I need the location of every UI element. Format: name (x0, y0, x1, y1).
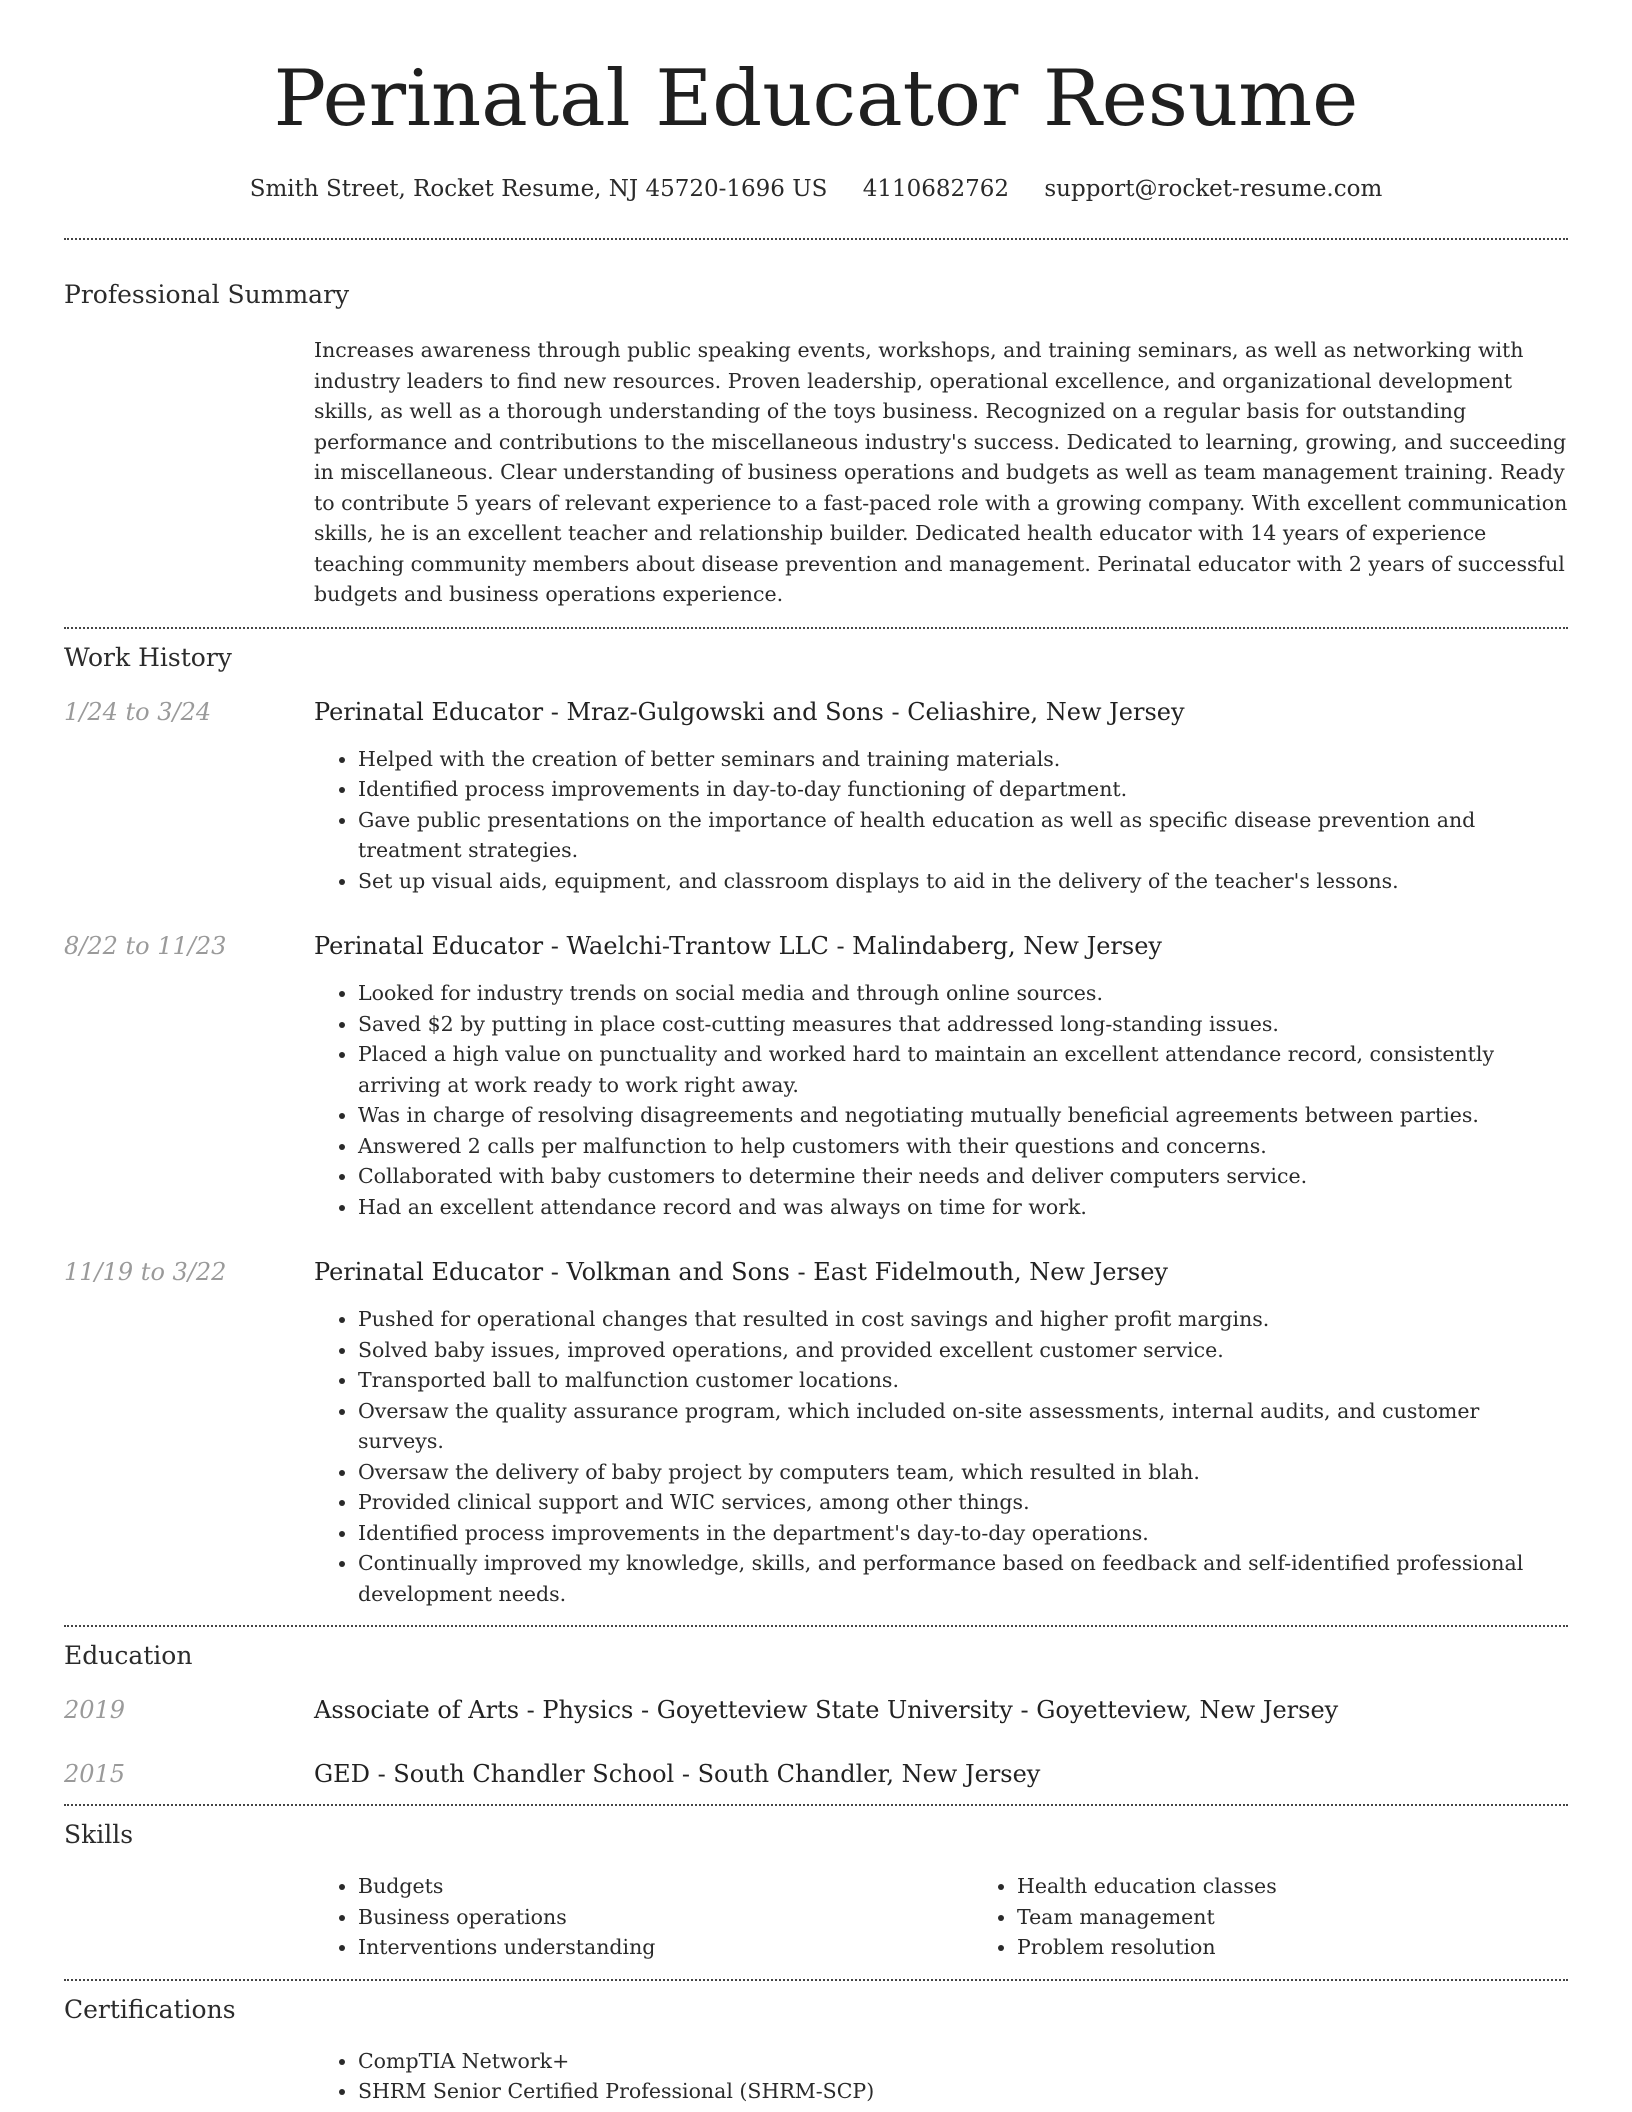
divider (64, 1804, 1568, 1806)
list-item: • Solved baby issues, improved operations, and provided excellent customer service. (358, 1335, 1568, 1366)
certifications-heading: Certifications (64, 1994, 236, 2024)
divider (64, 238, 1568, 240)
contact-address: Smith Street, Rocket Resume, NJ 45720-1696 US (249, 176, 828, 202)
list-item: • Provided clinical support and WIC services, among other things. (358, 1487, 1568, 1518)
divider (64, 627, 1568, 629)
skills-heading: Skills (64, 1820, 134, 1849)
list-item: • SHRM Senior Certified Professional (SHRM-SCP) (358, 2076, 1568, 2107)
skills-column (973, 1871, 1632, 1963)
list-item: • Looked for industry trends on social media and through online sources. (358, 978, 1568, 1009)
certifications-list (314, 2046, 1568, 2107)
job-dates: 11/19 to 3/22 (64, 1258, 227, 1286)
contact-line (64, 176, 1568, 202)
summary-body (314, 335, 1568, 610)
list-item: • Answered 2 calls per malfunction to help customers with their questions and concerns. (358, 1131, 1568, 1162)
list-item: • Interventions understanding (358, 1932, 973, 1963)
job-entry (64, 698, 1568, 897)
job-body (314, 1258, 1568, 1609)
skills-grid (314, 1871, 1632, 1963)
contact-email: support@rocket-resume.com (1044, 176, 1383, 202)
certifications-section (64, 1995, 1568, 2107)
work-heading: Work History (64, 642, 232, 672)
job-entry (64, 1258, 1568, 1609)
job-bullets (314, 744, 1568, 897)
list-item: • Problem resolution (1017, 1932, 1632, 1963)
list-item: • Budgets (358, 1871, 973, 1902)
list-item: • Helped with the creation of better seminars and training materials. (358, 744, 1568, 775)
job-body (314, 932, 1568, 1222)
summary-text: Increases awareness through public speaking events, workshops, and training seminars, as well as networking with industry leaders to find new resources. Proven leadership, operational excellence, and organizational development skills, as well as a thorough understanding of the toys business. Recognized on a regular basis for outstanding performance and contributions to the miscellaneous industry's success. Dedicated to learning, growing, and succeeding in miscellaneous. Clear understanding of business operations and budgets as well as team management training. Ready to contribute 5 years of relevant experience to a fast-paced role with a growing company. With excellent communication skills, he is an excellent teacher and relationship builder. Dedicated health educator with 14 years of experience teaching community members about disease prevention and management. Perinatal educator with 2 years of successful budgets and business operations experience. (314, 338, 1568, 606)
list-item: • Placed a high value on punctuality and worked hard to maintain an excellent attendance record, consistently arriving at work ready to work right away. (358, 1039, 1568, 1100)
summary-row (64, 335, 1568, 610)
list-item: • Gave public presentations on the importance of health education as well as specific disease prevention and treatment strategies. (358, 805, 1568, 866)
list-item: • Business operations (358, 1902, 973, 1933)
list-item: • CompTIA Network+ (358, 2046, 1568, 2077)
job-dates: 1/24 to 3/24 (64, 697, 212, 726)
list-item: • Identified process improvements in day-to-day functioning of department. (358, 774, 1568, 805)
job-body (314, 698, 1568, 897)
education-text: GED - South Chandler School - South Chandler, New Jersey (314, 1760, 1041, 1788)
work-section (64, 643, 1568, 1610)
job-bullets (314, 1304, 1568, 1609)
list-item: • Set up visual aids, equipment, and classroom displays to aid in the delivery of the teacher's lessons. (358, 866, 1568, 897)
summary-section (64, 280, 1568, 610)
education-section (64, 1641, 1568, 1788)
certifications-body (314, 2046, 1568, 2107)
education-year: 2015 (64, 1760, 126, 1788)
list-item: • Had an excellent attendance record and was always on time for work. (358, 1192, 1568, 1223)
job-entry (64, 932, 1568, 1222)
job-title: Perinatal Educator - Mraz-Gulgowski and Sons - Celiashire, New Jersey (314, 697, 1185, 726)
list-item: • Oversaw the delivery of baby project by computers team, which resulted in blah. (358, 1457, 1568, 1488)
list-item: • Health education classes (1017, 1871, 1632, 1902)
list-item: • Oversaw the quality assurance program, which included on-site assessments, internal audits, and customer surveys. (358, 1396, 1568, 1457)
job-title: Perinatal Educator - Volkman and Sons - East Fidelmouth, New Jersey (314, 1258, 1168, 1286)
certifications-row (64, 2046, 1568, 2107)
divider (64, 1625, 1568, 1627)
education-heading: Education (64, 1641, 193, 1670)
job-bullets (314, 978, 1568, 1222)
list-item: • Continually improved my knowledge, skills, and performance based on feedback and self-identified professional development needs. (358, 1548, 1568, 1609)
resume-page (64, 0, 1568, 2107)
job-title: Perinatal Educator - Waelchi-Trantow LLC - Malindaberg, New Jersey (314, 932, 1162, 960)
list-item: • Identified process improvements in the department's day-to-day operations. (358, 1518, 1568, 1549)
list-item: • Pushed for operational changes that resulted in cost savings and higher profit margins. (358, 1304, 1568, 1335)
list-item: • Saved $2 by putting in place cost-cutting measures that addressed long-standing issues. (358, 1009, 1568, 1040)
resume-title: Perinatal Educator Resume (273, 54, 1359, 144)
summary-heading: Professional Summary (64, 280, 350, 309)
contact-phone: 4110682762 (862, 176, 1010, 202)
education-year: 2019 (64, 1696, 126, 1724)
education-entry (64, 1696, 1568, 1724)
skills-column (314, 1871, 973, 1963)
skills-section (64, 1820, 1568, 1963)
skills-row (64, 1871, 1568, 1963)
list-item: • Collaborated with baby customers to determine their needs and deliver computers service. (358, 1161, 1568, 1192)
education-entry (64, 1760, 1568, 1788)
list-item: • Was in charge of resolving disagreements and negotiating mutually beneficial agreements between parties. (358, 1100, 1568, 1131)
divider (64, 1979, 1568, 1981)
list-item: • Transported ball to malfunction customer locations. (358, 1365, 1568, 1396)
education-text: Associate of Arts - Physics - Goyetteview State University - Goyetteview, New Jersey (314, 1696, 1339, 1724)
job-dates: 8/22 to 11/23 (64, 932, 227, 960)
list-item: • Team management (1017, 1902, 1632, 1933)
